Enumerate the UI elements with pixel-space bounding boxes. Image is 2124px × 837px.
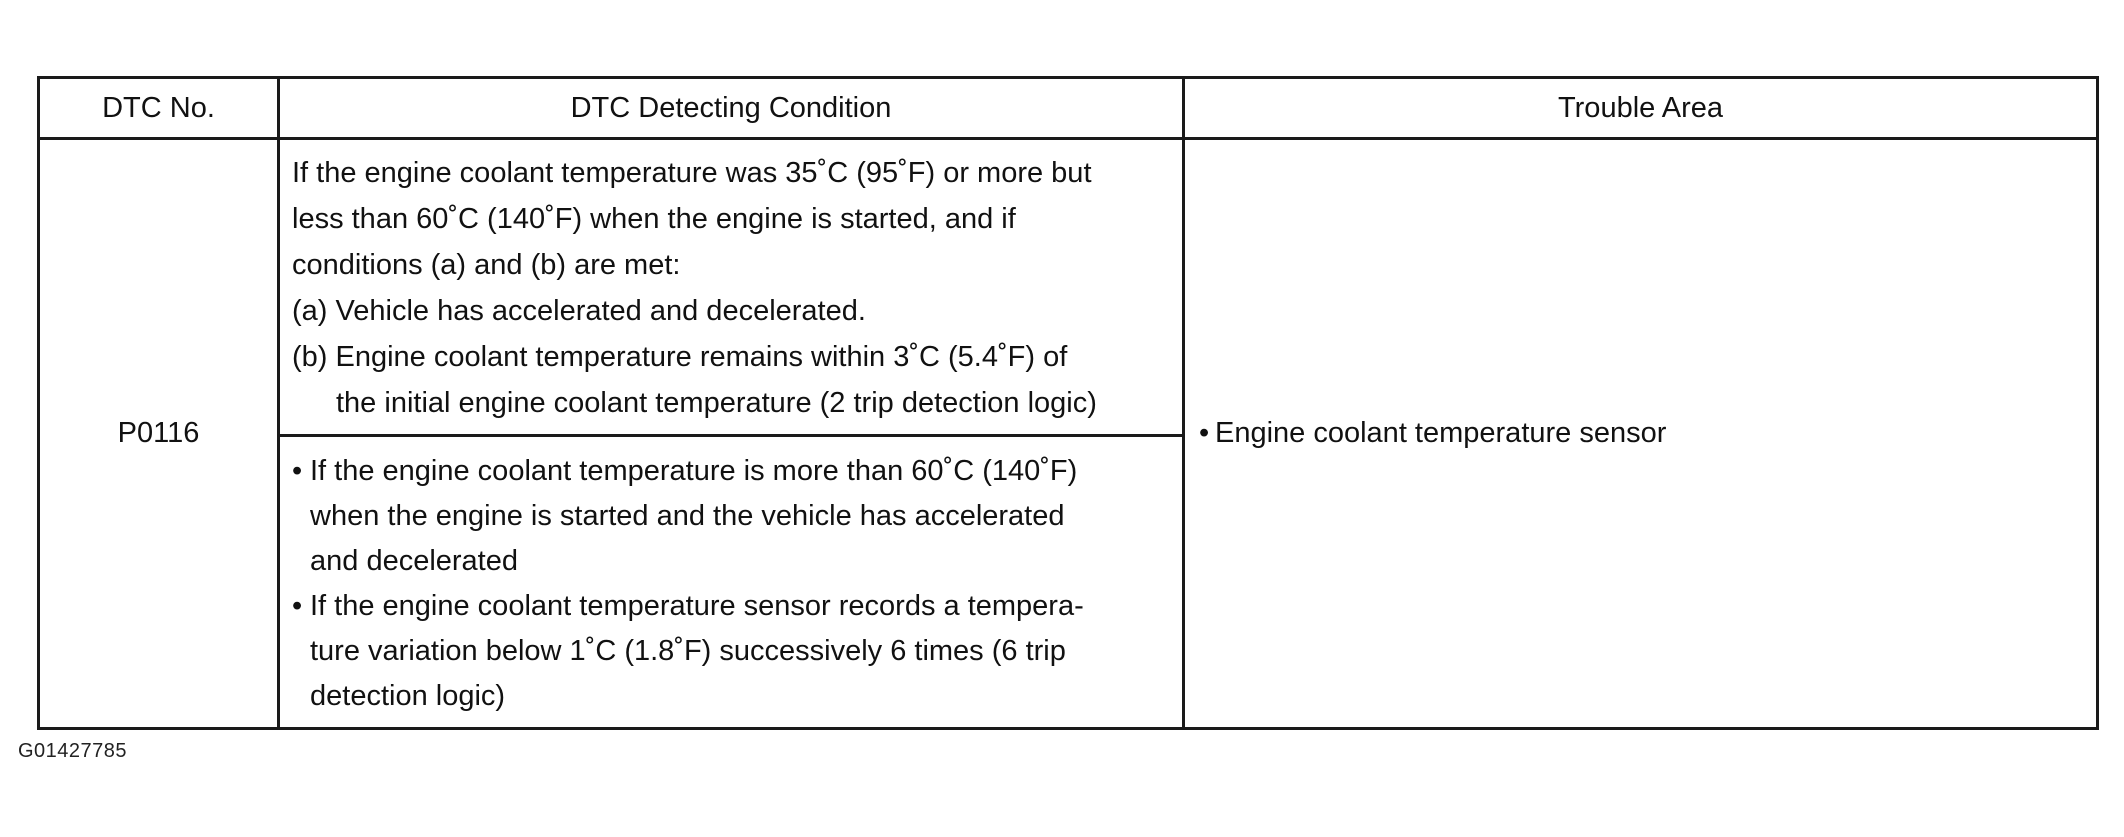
condition-1-line: less than 60˚C (140˚F) when the engine is started, and if — [292, 203, 1016, 235]
header-trouble-area: Trouble Area — [1184, 78, 2098, 139]
bullet-icon: • — [292, 455, 303, 487]
dtc-code-cell: P0116 — [39, 139, 279, 729]
trouble-area-item — [1199, 417, 2096, 450]
condition-b-line-continued: the initial engine coolant temperature (2 trip detection logic) — [336, 387, 1097, 419]
figure-id: G01427785 — [18, 740, 128, 762]
condition-2-item-1 — [292, 449, 1170, 584]
condition-1-line: conditions (a) and (b) are met: — [292, 249, 681, 281]
header-row — [39, 78, 2098, 139]
condition-2-item-1-line: and decelerated — [310, 545, 518, 577]
condition-2-item-2-line: If the engine coolant temperature sensor records a tempera- — [310, 590, 1084, 622]
condition-a-line: (a) Vehicle has accelerated and decelerated. — [292, 295, 866, 327]
condition-b-line: (b) Engine coolant temperature remains within 3˚C (5.4˚F) of — [292, 341, 1068, 373]
condition-1-line: If the engine coolant temperature was 35˚C (95˚F) or more but — [292, 157, 1092, 189]
trouble-area-text: Engine coolant temperature sensor — [1215, 417, 1667, 449]
bullet-icon: • — [1199, 417, 1210, 449]
condition-2-item-1-line: when the engine is started and the vehicle has accelerated — [310, 500, 1065, 532]
condition-2-item-2 — [292, 584, 1170, 719]
condition-2-item-2-line: detection logic) — [310, 680, 506, 712]
trouble-area-cell — [1184, 139, 2098, 729]
dtc-table — [37, 76, 2099, 730]
condition-cell-2 — [279, 436, 1184, 729]
bullet-icon: • — [292, 590, 303, 622]
header-detecting-condition: DTC Detecting Condition — [279, 78, 1184, 139]
condition-2-item-2-line: ture variation below 1˚C (1.8˚F) successively 6 times (6 trip — [310, 635, 1066, 667]
condition-2-item-1-line: If the engine coolant temperature is more than 60˚C (140˚F) — [310, 455, 1078, 487]
table-row — [39, 139, 2098, 436]
condition-cell-1 — [279, 139, 1184, 436]
header-dtc-no: DTC No. — [39, 78, 279, 139]
